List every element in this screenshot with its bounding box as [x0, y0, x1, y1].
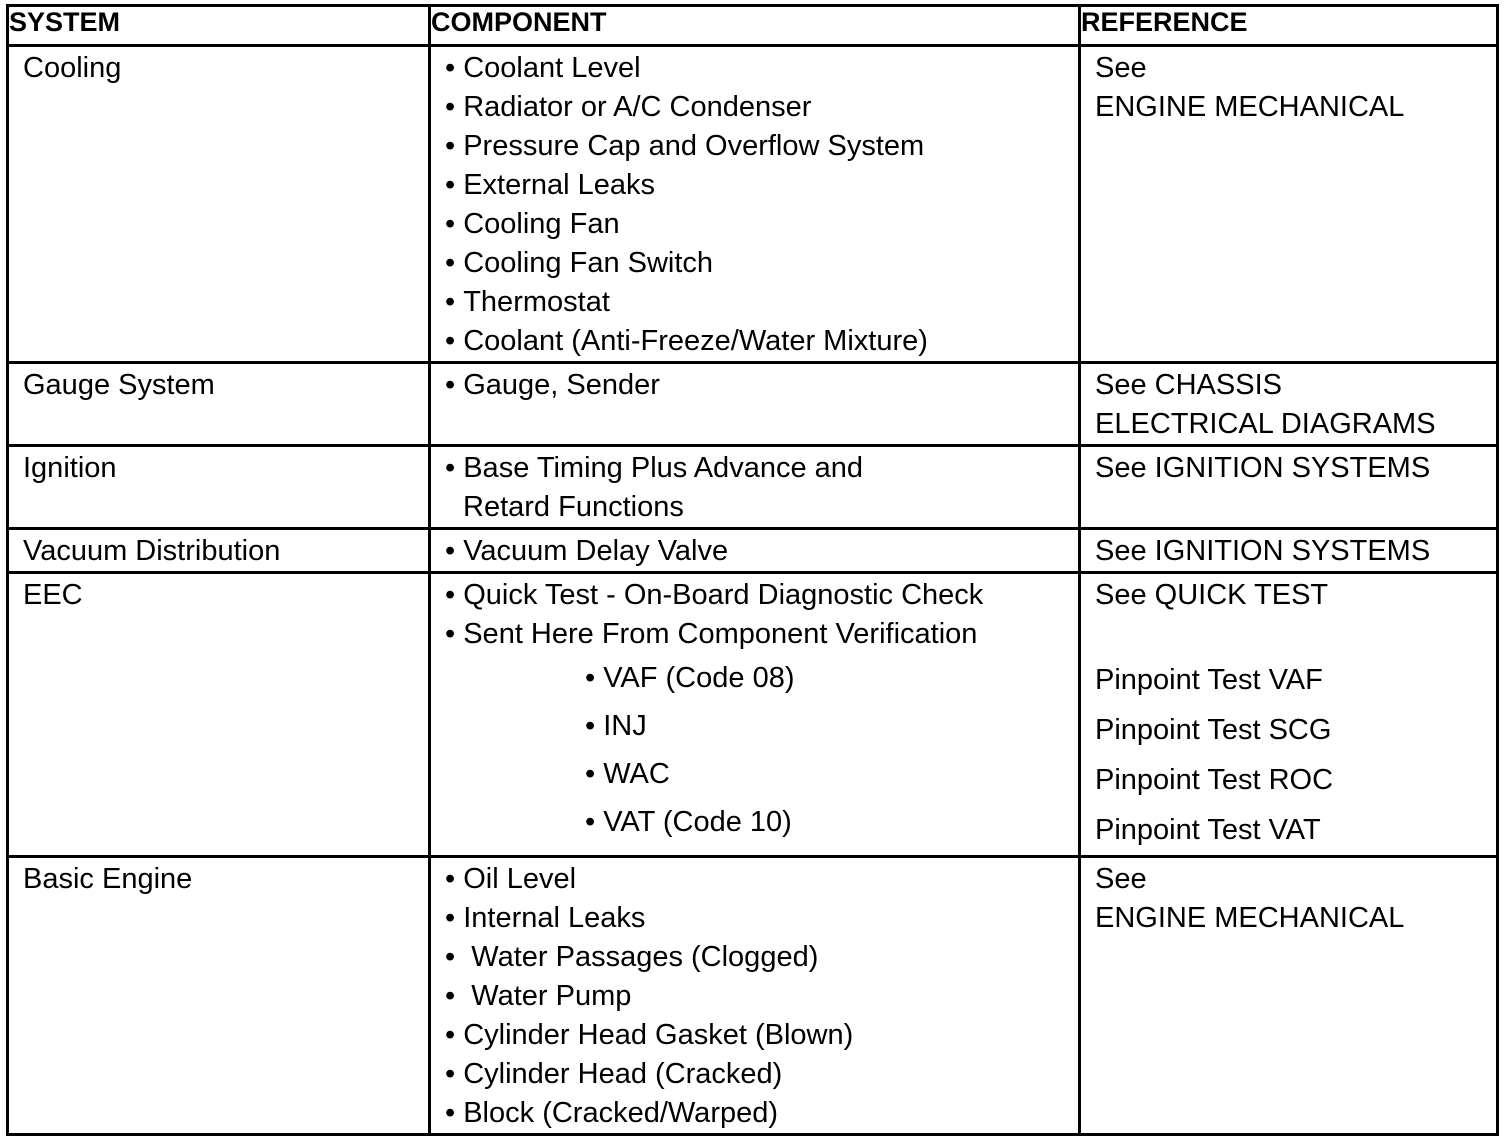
- pinpoint-test: Pinpoint Test SCG: [1095, 714, 1332, 746]
- reference-line: See CHASSIS: [1095, 369, 1282, 401]
- reference-line: See: [1095, 863, 1147, 895]
- component-item: • Cylinder Head Gasket (Blown): [445, 1016, 1078, 1055]
- component-cell: [430, 446, 1080, 529]
- reference-cell: [1080, 363, 1498, 446]
- component-item: • Cooling Fan Switch: [445, 244, 1078, 283]
- reference-cell: [1080, 446, 1498, 529]
- row-basic-engine: [8, 857, 1498, 1135]
- reference-line: See IGNITION SYSTEMS: [1095, 535, 1431, 567]
- subcomponent-item: • WAC: [445, 750, 1078, 798]
- system-cell: Vacuum Distribution: [8, 529, 430, 573]
- system-cell: Basic Engine: [8, 857, 430, 1135]
- reference-line: ELECTRICAL DIAGRAMS: [1095, 408, 1436, 440]
- component-item-continued: Retard Functions: [463, 491, 684, 523]
- row-cooling: [8, 46, 1498, 363]
- reference-line: See QUICK TEST: [1095, 579, 1329, 611]
- pinpoint-test: Pinpoint Test ROC: [1095, 764, 1334, 796]
- component-cell: [430, 46, 1080, 363]
- row-ignition: [8, 446, 1498, 529]
- system-cell: Cooling: [8, 46, 430, 363]
- header-system: SYSTEM: [8, 6, 430, 46]
- component-item: • Water Passages (Clogged): [445, 938, 1078, 977]
- reference-cell: [1080, 46, 1498, 363]
- component-cell: [430, 573, 1080, 857]
- diagnosis-table: [6, 4, 1499, 1136]
- row-gauge-system: [8, 363, 1498, 446]
- pinpoint-test: Pinpoint Test VAT: [1095, 814, 1321, 846]
- component-item: • Gauge, Sender: [445, 366, 1078, 405]
- component-item: • Coolant (Anti-Freeze/Water Mixture): [445, 322, 1078, 361]
- component-item: • Internal Leaks: [445, 899, 1078, 938]
- component-item: • Pressure Cap and Overflow System: [445, 127, 1078, 166]
- component-item: • Block (Cracked/Warped): [445, 1094, 1078, 1133]
- component-item: • Sent Here From Component Verification: [445, 615, 1078, 654]
- header-reference: REFERENCE: [1080, 6, 1498, 46]
- component-cell: [430, 529, 1080, 573]
- component-item: • Coolant Level: [445, 49, 1078, 88]
- header-component: COMPONENT: [430, 6, 1080, 46]
- header-row: [8, 6, 1498, 46]
- subcomponent-item: • INJ: [445, 702, 1078, 750]
- reference-line: See: [1095, 52, 1147, 84]
- reference-line: ENGINE MECHANICAL: [1095, 91, 1405, 123]
- component-cell: [430, 363, 1080, 446]
- reference-cell: [1080, 529, 1498, 573]
- component-item: • Cooling Fan: [445, 205, 1078, 244]
- system-cell: Ignition: [8, 446, 430, 529]
- subcomponent-item: • VAF (Code 08): [445, 654, 1078, 702]
- component-item: • Base Timing Plus Advance and: [445, 449, 1078, 488]
- reference-line: See IGNITION SYSTEMS: [1095, 452, 1431, 484]
- component-item: • Oil Level: [445, 860, 1078, 899]
- system-cell: EEC: [8, 573, 430, 857]
- component-item: • Water Pump: [445, 977, 1078, 1016]
- component-item: • Cylinder Head (Cracked): [445, 1055, 1078, 1094]
- reference-cell: [1080, 857, 1498, 1135]
- spacer: [1095, 615, 1496, 655]
- pinpoint-test: Pinpoint Test VAF: [1095, 664, 1323, 696]
- reference-line: ENGINE MECHANICAL: [1095, 902, 1405, 934]
- component-item: • Radiator or A/C Condenser: [445, 88, 1078, 127]
- component-cell: [430, 857, 1080, 1135]
- component-item: • External Leaks: [445, 166, 1078, 205]
- component-item: • Quick Test - On-Board Diagnostic Check: [445, 576, 1078, 615]
- row-eec: [8, 573, 1498, 857]
- reference-cell: [1080, 573, 1498, 857]
- subcomponent-item: • VAT (Code 10): [445, 798, 1078, 846]
- component-item: • Vacuum Delay Valve: [445, 532, 1078, 571]
- component-item: • Thermostat: [445, 283, 1078, 322]
- system-cell: Gauge System: [8, 363, 430, 446]
- row-vacuum-distribution: [8, 529, 1498, 573]
